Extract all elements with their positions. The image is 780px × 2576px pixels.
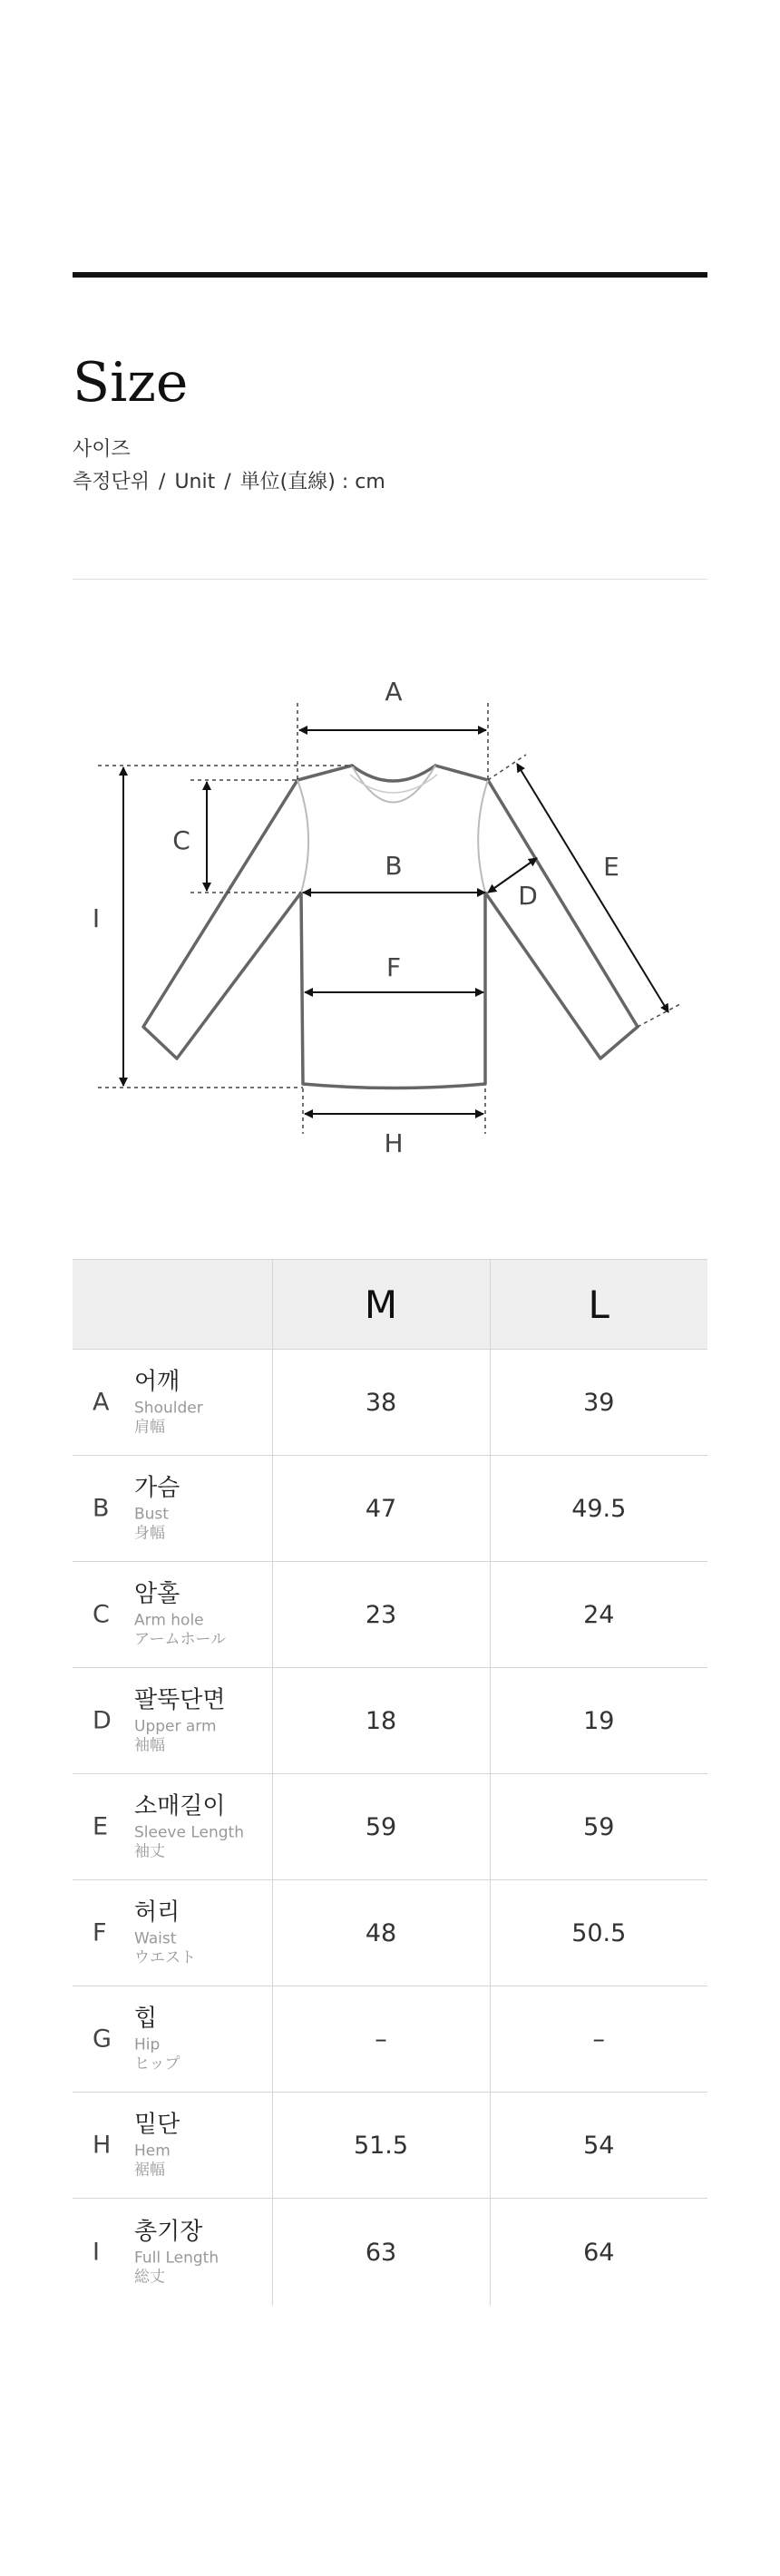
row-name-en: Upper arm xyxy=(134,1717,217,1735)
table-row xyxy=(73,1880,707,1986)
row-key: E xyxy=(93,1812,109,1841)
row-key: I xyxy=(93,2238,100,2267)
guide-lines xyxy=(98,703,680,1134)
row-key: C xyxy=(93,1600,110,1629)
row-key: G xyxy=(93,2025,112,2054)
row-name-en: Hem xyxy=(134,2142,171,2160)
row-name-ja: ヒップ xyxy=(134,2054,180,2073)
row-name-en: Waist xyxy=(134,1929,177,1947)
diagram-label-e: E xyxy=(603,852,619,882)
diagram-label-d: D xyxy=(518,881,538,911)
row-name-ko: 밑단 xyxy=(134,2111,180,2139)
value-m: 59 xyxy=(272,1774,490,1880)
row-name-ko: 소매길이 xyxy=(134,1792,226,1820)
value-l: 39 xyxy=(490,1350,707,1456)
row-name-ko: 총기장 xyxy=(134,2218,203,2246)
page-title: Size xyxy=(73,351,189,415)
row-name-ja: 身幅 xyxy=(134,1524,165,1543)
garment-diagram xyxy=(54,653,707,1161)
unit-label-en: Unit xyxy=(174,471,216,493)
page-subtitle: 사이즈 xyxy=(73,438,131,461)
row-key: A xyxy=(93,1388,110,1417)
value-m: – xyxy=(272,1986,490,2093)
diagram-label-i: I xyxy=(92,903,101,933)
garment-outline xyxy=(143,766,638,1088)
unit-label-ja: 単位(直線) xyxy=(239,471,336,493)
table-row xyxy=(73,1350,707,1456)
unit-value: : cm xyxy=(341,471,385,493)
diagram-label-a: A xyxy=(385,677,403,707)
table-header-row xyxy=(73,1260,707,1350)
row-name-ja: 総丈 xyxy=(134,2268,165,2287)
row-name-ko: 가슴 xyxy=(134,1474,180,1502)
unit-label-ko: 측정단위 xyxy=(73,471,151,493)
row-name-ja: ウエスト xyxy=(134,1948,196,1967)
row-name-en: Shoulder xyxy=(134,1399,203,1417)
value-l: 50.5 xyxy=(490,1880,707,1986)
table-row xyxy=(73,2093,707,2199)
row-name-ja: 袖丈 xyxy=(134,1842,165,1861)
row-name-ko: 허리 xyxy=(134,1898,180,1927)
value-m: 47 xyxy=(272,1456,490,1562)
table-row xyxy=(73,1668,707,1774)
table-row xyxy=(73,2199,707,2307)
row-name-ja: アームホール xyxy=(134,1630,227,1649)
header-size-l: L xyxy=(490,1260,707,1350)
row-name-ko: 암홀 xyxy=(134,1580,180,1608)
row-name-ja: 袖幅 xyxy=(134,1736,165,1755)
header-empty xyxy=(73,1260,272,1350)
row-name-en: Bust xyxy=(134,1505,169,1523)
value-l: 49.5 xyxy=(490,1456,707,1562)
table-row xyxy=(73,1774,707,1880)
diagram-label-b: B xyxy=(385,851,403,881)
value-m: 38 xyxy=(272,1350,490,1456)
row-name-ja: 裾幅 xyxy=(134,2161,165,2180)
table-row xyxy=(73,1562,707,1668)
value-l: 19 xyxy=(490,1668,707,1774)
measure-e-line xyxy=(517,764,668,1012)
header-size-m: M xyxy=(272,1260,490,1350)
row-name-ja: 肩幅 xyxy=(134,1418,165,1437)
row-name-en: Hip xyxy=(134,2035,161,2054)
row-key: B xyxy=(93,1494,110,1523)
row-key: H xyxy=(93,2131,112,2160)
measure-lines xyxy=(123,730,668,1114)
value-m: 18 xyxy=(272,1668,490,1774)
value-l: 64 xyxy=(583,2238,615,2267)
top-divider xyxy=(73,272,707,278)
row-name-en: Full Length xyxy=(134,2249,219,2267)
value-m: 63 xyxy=(272,2199,490,2307)
row-key: F xyxy=(93,1918,107,1947)
value-m: 23 xyxy=(272,1562,490,1668)
row-key: D xyxy=(93,1706,112,1735)
value-m: 51.5 xyxy=(272,2093,490,2199)
armhole-right xyxy=(478,780,488,893)
diagram-label-c: C xyxy=(172,825,190,855)
value-l: 54 xyxy=(490,2093,707,2199)
size-table xyxy=(73,1259,707,2306)
table-row xyxy=(73,1456,707,1562)
value-l: – xyxy=(490,1986,707,2093)
value-m: 48 xyxy=(272,1880,490,1986)
diagram-label-f: F xyxy=(385,952,402,982)
section-divider xyxy=(73,579,707,580)
unit-line: 측정단위 / Unit / 単位(直線) : cm xyxy=(73,471,385,493)
value-l: 24 xyxy=(490,1562,707,1668)
armhole-left xyxy=(297,780,308,893)
row-name-ko: 어깨 xyxy=(134,1368,180,1396)
row-name-ko: 힙 xyxy=(134,2005,158,2033)
row-name-en: Arm hole xyxy=(134,1611,204,1629)
table-row xyxy=(73,1986,707,2093)
diagram-label-h: H xyxy=(384,1128,404,1158)
neckline-inner xyxy=(350,775,437,793)
value-l: 59 xyxy=(490,1774,707,1880)
row-name-ko: 팔뚝단면 xyxy=(134,1686,226,1714)
row-name-en: Sleeve Length xyxy=(134,1823,244,1841)
